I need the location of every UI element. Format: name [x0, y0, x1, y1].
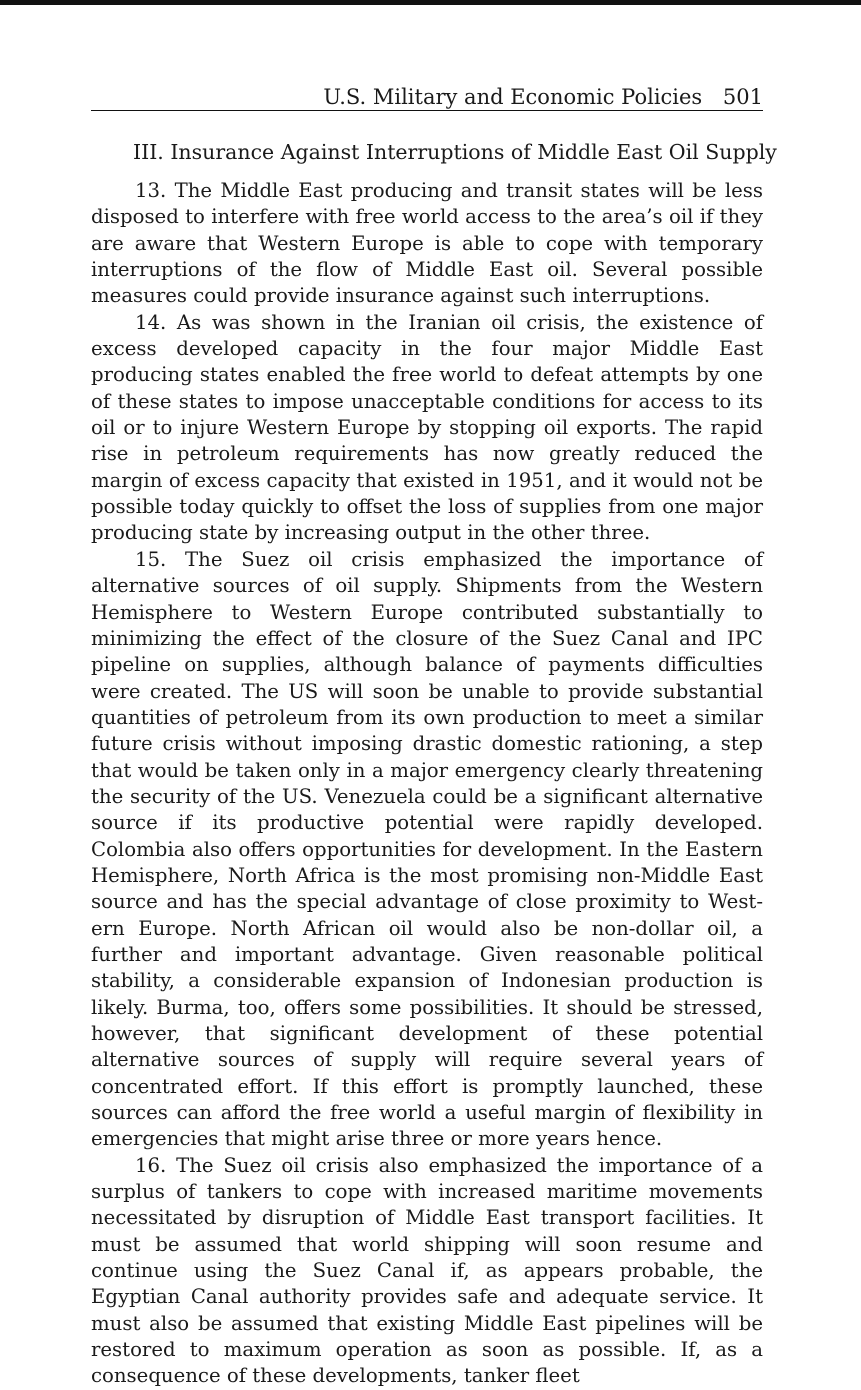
- top-edge-rule: [0, 0, 861, 5]
- paragraph-16: 16. The Suez oil crisis also emphasized the importance of a surplus of tankers to cope with increased maritime movements necessitated by disruption of Middle East transport facilities. It must be assumed that world shipping will soon resume and continue using the Suez Canal if, as appears probable, the Egyptian Canal authority provides safe and adequate service. It must also be assumed that existing Middle East pipelines will be restored to maximum operation as soon as possible. If, as a consequence of these developments, tanker fleet: [91, 1153, 763, 1388]
- page-number: 501: [722, 85, 763, 109]
- body-text: [91, 178, 763, 1390]
- running-head-title: U.S. Military and Economic Policies: [323, 85, 703, 109]
- paragraph-14: 14. As was shown in the Iranian oil crisis, the existence of excess developed capacity in the four major Middle East producing states enabled the free world to defeat attempts by one of these states to impose unacceptable conditions for access to its oil or to injure Western Europe by stopping oil exports. The rapid rise in petroleum requirements has now greatly reduced the margin of excess capacity that existed in 1951, and it would not be possible today quickly to offset the loss of supplies from one major producing state by increasing output in the other three.: [91, 310, 763, 545]
- running-head: [91, 84, 763, 111]
- paragraph-13: 13. The Middle East producing and transit states will be less disposed to interfere with free world access to the area’s oil if they are aware that Western Europe is able to cope with temporary interruptions of the flow of Middle East oil. Several possible measures could provide insurance against such interruptions.: [91, 179, 763, 308]
- section-heading: III. Insurance Against Interruptions of Middle East Oil Supply: [133, 140, 777, 164]
- paragraph-15: 15. The Suez oil crisis emphasized the importance of alternative sources of oil supply. Shipments from the Western Hemisphere to Western Europe contributed substantially to minimizing the effect of the closure of the Suez Canal and IPC pipeline on supplies, although balance of payments difficulties were created. The US will soon be unable to provide substantial quantities of petroleum from its own production to meet a similar future crisis without imposing drastic domestic rationing, a step that would be taken only in a major emergency clearly threatening the security of the US. Venezuela could be a significant alternative source if its productive potential were rapidly developed. Colombia also offers opportunities for development. In the Eastern Hemisphere, North Africa is the most promising non-Middle East source and has the special advantage of close proximity to Western Europe. North African oil would also be non-dollar oil, a further and important advantage. Given reasonable political stability, a considerable expansion of Indonesian production is likely. Burma, too, offers some possibilities. It should be stressed, however, that significant development of these potential alternative sources of supply will require several years of concentrated effort. If this effort is promptly launched, these sources can afford the free world a useful margin of flexibility in emergencies that might arise three or more years hence.: [91, 547, 763, 1151]
